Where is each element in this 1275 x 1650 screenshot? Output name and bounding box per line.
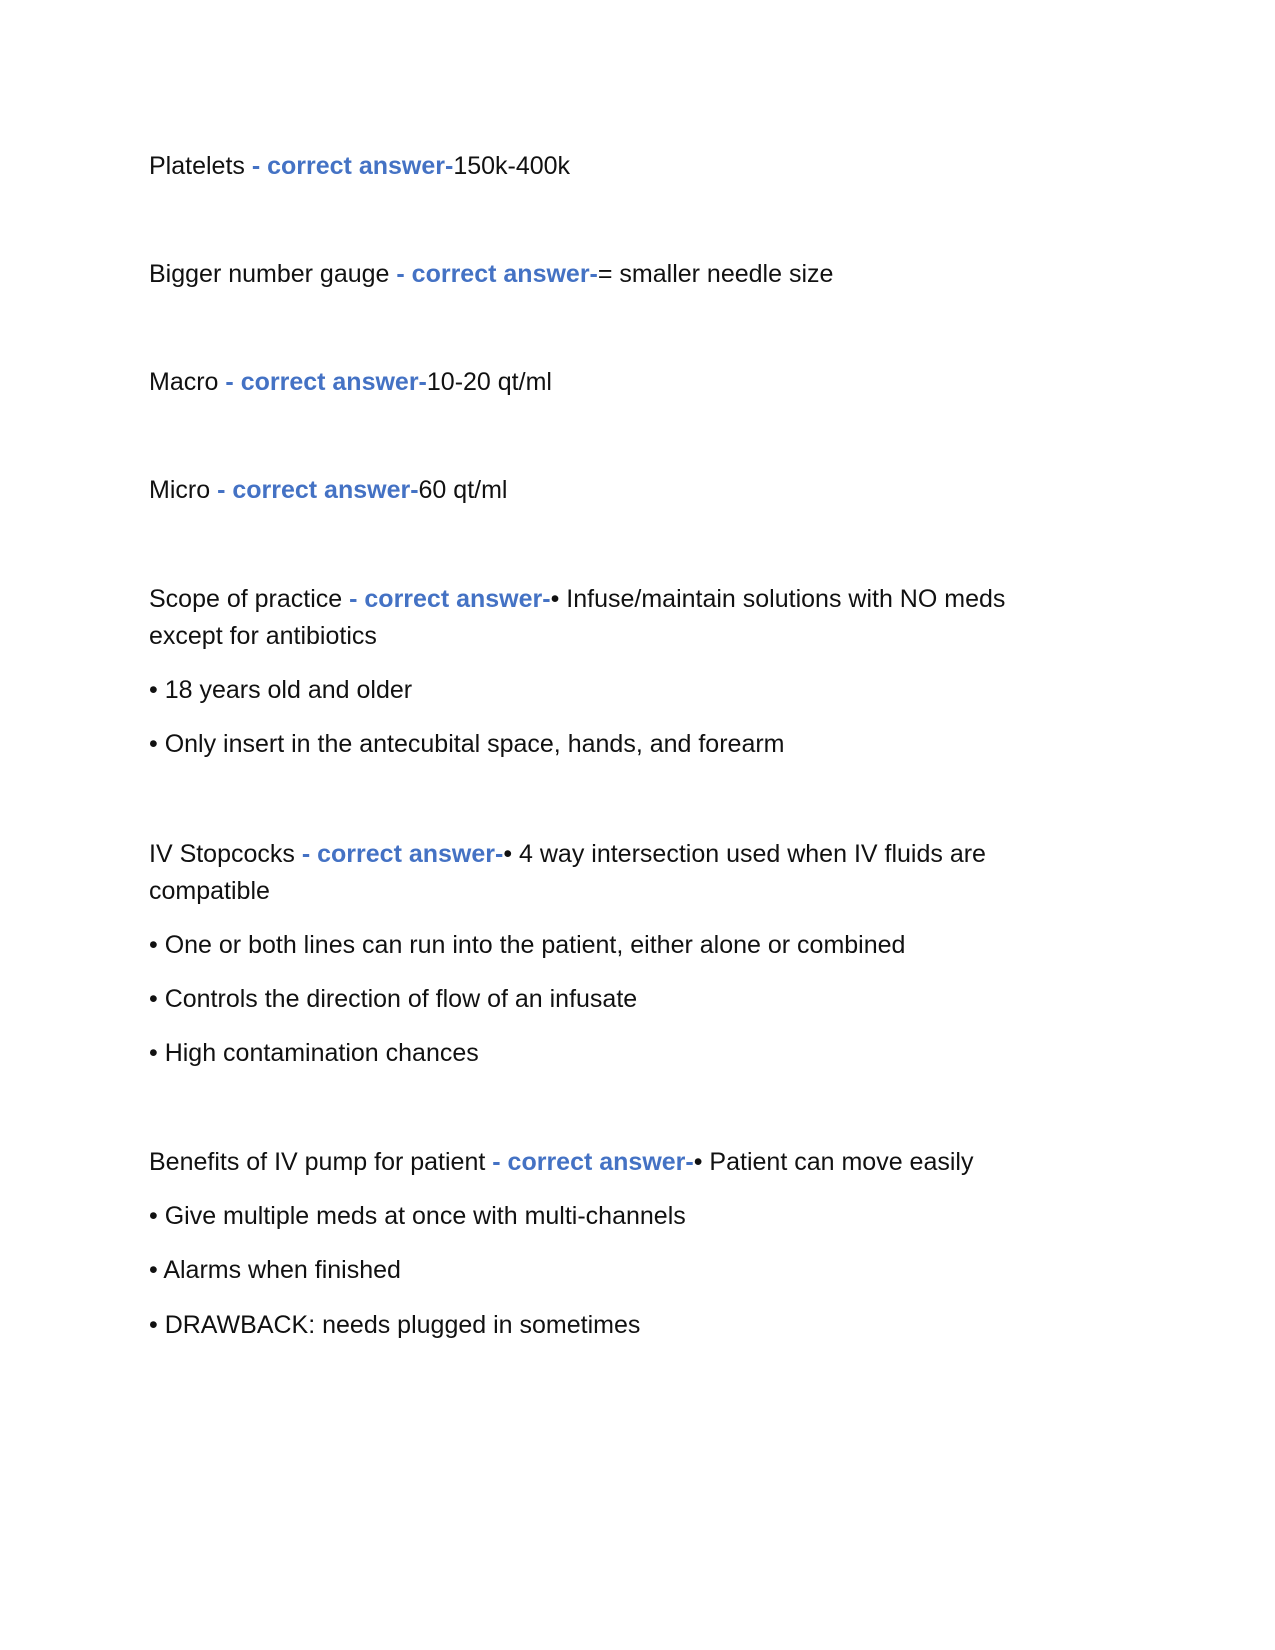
card-answer: • 4 way intersection used when IV fluids are (503, 840, 986, 868)
card-question-line (149, 256, 1149, 292)
bullet-item: • High contamination chances (149, 1039, 479, 1067)
card-term: Platelets (149, 152, 245, 180)
bullet-item: • Give multiple meds at once with multi-channels (149, 1202, 686, 1230)
card-question-line (149, 1144, 1149, 1180)
bullet-item: • Alarms when finished (149, 1256, 401, 1284)
answer-separator: - correct answer- (225, 368, 427, 396)
card-answer: = smaller needle size (597, 260, 834, 288)
answer-separator: - correct answer- (492, 1148, 694, 1176)
answer-separator: - correct answer- (301, 840, 504, 868)
card-question-line (149, 472, 1149, 508)
card-answer: 60 qt/ml (418, 476, 508, 504)
bullet-item: • One or both lines can run into the patient, either alone or combined (149, 931, 906, 959)
bullet-item: • 18 years old and older (149, 676, 413, 704)
answer-separator: - correct answer- (217, 476, 419, 504)
bullet-item: • Controls the direction of flow of an infusate (149, 985, 638, 1013)
card-question-line (149, 148, 1149, 184)
card-question-line (149, 581, 1149, 617)
card-answer: 10-20 qt/ml (426, 368, 552, 396)
card-term: Macro (149, 368, 219, 396)
card-question-line (149, 836, 1149, 872)
card-term: Benefits of IV pump for patient (149, 1148, 486, 1176)
bullet-item: • DRAWBACK: needs plugged in sometimes (149, 1311, 641, 1339)
card-term: Bigger number gauge (149, 260, 390, 288)
card-answer-continuation: compatible (149, 877, 270, 905)
card-answer: 150k-400k (453, 152, 571, 180)
card-question-line (149, 364, 1149, 400)
bullet-item: • Only insert in the antecubital space, hands, and forearm (149, 730, 785, 758)
card-answer: • Infuse/maintain solutions with NO meds (550, 585, 1006, 613)
card-answer: • Patient can move easily (693, 1148, 974, 1176)
card-term: Micro (149, 476, 211, 504)
answer-separator: - correct answer- (349, 585, 551, 613)
card-term: Scope of practice (149, 585, 343, 613)
answer-separator: - correct answer- (251, 152, 454, 180)
card-answer-continuation: except for antibiotics (149, 622, 377, 650)
card-term: IV Stopcocks (149, 840, 295, 868)
answer-separator: - correct answer- (396, 260, 598, 288)
